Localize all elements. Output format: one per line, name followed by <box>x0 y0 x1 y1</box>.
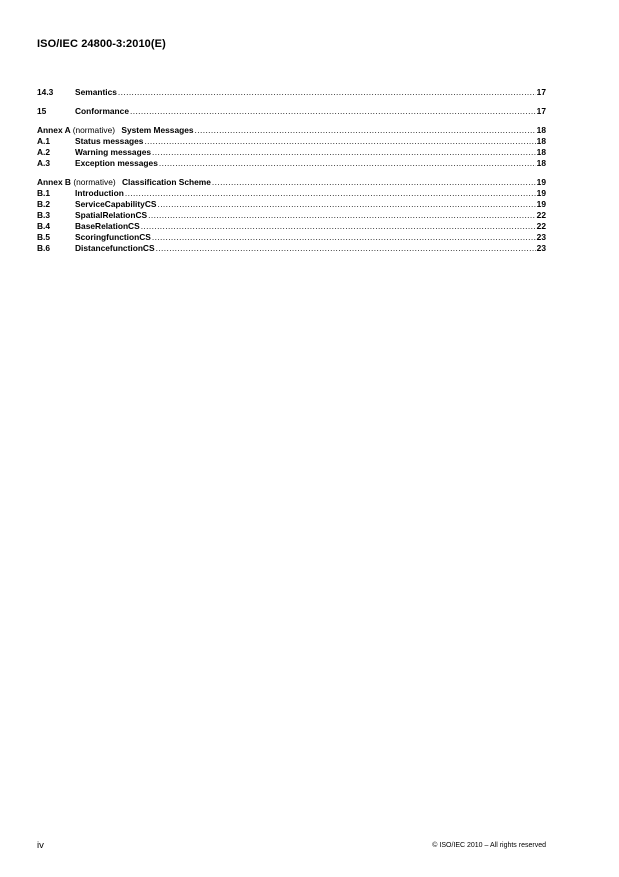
toc-annex-heading <box>37 177 211 187</box>
footer-page-number: iv <box>37 840 44 851</box>
toc-entry-page: 23 <box>536 243 546 253</box>
toc-entry-a-2[interactable] <box>37 147 546 157</box>
toc-entry-number: B.3 <box>37 210 51 220</box>
toc-entry-title: ScoringfunctionCS <box>75 232 151 242</box>
toc-entry-number: 15 <box>37 106 47 116</box>
toc-entry-page: 22 <box>536 210 546 220</box>
toc-entry-page: 19 <box>536 188 546 198</box>
toc-leader-dots <box>152 147 536 157</box>
toc-entry-title: Exception messages <box>75 158 158 168</box>
annex-title: System Messages <box>121 125 194 135</box>
document-header: ISO/IEC 24800-3:2010(E) <box>37 38 166 50</box>
annex-label: Annex A <box>37 125 71 135</box>
toc-entry-b-5[interactable] <box>37 232 546 242</box>
toc-entry-annex-a[interactable] <box>37 125 546 135</box>
toc-entry-title: Introduction <box>75 188 124 198</box>
toc-entry-page: 19 <box>536 199 546 209</box>
toc-entry-title: Status messages <box>75 136 144 146</box>
toc-leader-dots <box>144 136 535 146</box>
toc-leader-dots <box>195 125 536 135</box>
toc-leader-dots <box>130 106 536 116</box>
toc-entry-a-3[interactable] <box>37 158 546 168</box>
toc-entry-number: A.2 <box>37 147 51 157</box>
toc-entry-page: 18 <box>536 158 546 168</box>
toc-entry-number: B.6 <box>37 243 51 253</box>
toc-entry-title: Semantics <box>75 87 117 97</box>
annex-title: Classification Scheme <box>122 177 211 187</box>
toc-entry-page: 18 <box>536 136 546 146</box>
footer-copyright: © ISO/IEC 2010 – All rights reserved <box>432 842 546 849</box>
toc-entry-number: B.2 <box>37 199 51 209</box>
toc-entry-title: BaseRelationCS <box>75 221 140 231</box>
toc-entry-number: B.1 <box>37 188 51 198</box>
toc-leader-dots <box>212 177 536 187</box>
toc-entry-title: Conformance <box>75 106 129 116</box>
annex-normative-note: (normative) <box>73 177 116 187</box>
toc-entry-b-1[interactable] <box>37 188 546 198</box>
annex-label: Annex B <box>37 177 71 187</box>
toc-entry-title: ServiceCapabilityCS <box>75 199 157 209</box>
toc-entry-a-1[interactable] <box>37 136 546 146</box>
toc-entry-page: 19 <box>536 177 546 187</box>
toc-entry-b-4[interactable] <box>37 221 546 231</box>
toc-entry-page: 18 <box>536 147 546 157</box>
toc-entry-page: 17 <box>536 106 546 116</box>
annex-normative-note: (normative) <box>72 125 116 135</box>
toc-leader-dots <box>148 210 536 220</box>
toc-entry-page: 22 <box>536 221 546 231</box>
toc-leader-dots <box>156 243 536 253</box>
toc-entry-b-2[interactable] <box>37 199 546 209</box>
toc-entry-b-6[interactable] <box>37 243 546 253</box>
toc-entry-annex-b[interactable] <box>37 177 546 187</box>
toc-entry-number: B.5 <box>37 232 51 242</box>
toc-entry-page: 23 <box>536 232 546 242</box>
toc-leader-dots <box>159 158 536 168</box>
toc-entry-number: A.1 <box>37 136 51 146</box>
toc-entry-number: B.4 <box>37 221 51 231</box>
toc-entry-title: DistancefunctionCS <box>75 243 155 253</box>
toc-entry-number: A.3 <box>37 158 51 168</box>
toc-entry-b-3[interactable] <box>37 210 546 220</box>
toc-entry-title: Warning messages <box>75 147 152 157</box>
toc-entry-number: 14.3 <box>37 87 54 97</box>
toc-annex-heading <box>37 125 194 135</box>
toc-leader-dots <box>152 232 536 242</box>
toc-entry-page: 17 <box>536 87 546 97</box>
toc-entry-15[interactable] <box>37 106 546 116</box>
toc-entry-title: SpatialRelationCS <box>75 210 148 220</box>
toc-entry-page: 18 <box>536 125 546 135</box>
toc-leader-dots <box>141 221 536 231</box>
toc-leader-dots <box>118 87 536 97</box>
toc-entry-14-3[interactable] <box>37 87 546 97</box>
toc-leader-dots <box>157 199 535 209</box>
toc-leader-dots <box>125 188 536 198</box>
